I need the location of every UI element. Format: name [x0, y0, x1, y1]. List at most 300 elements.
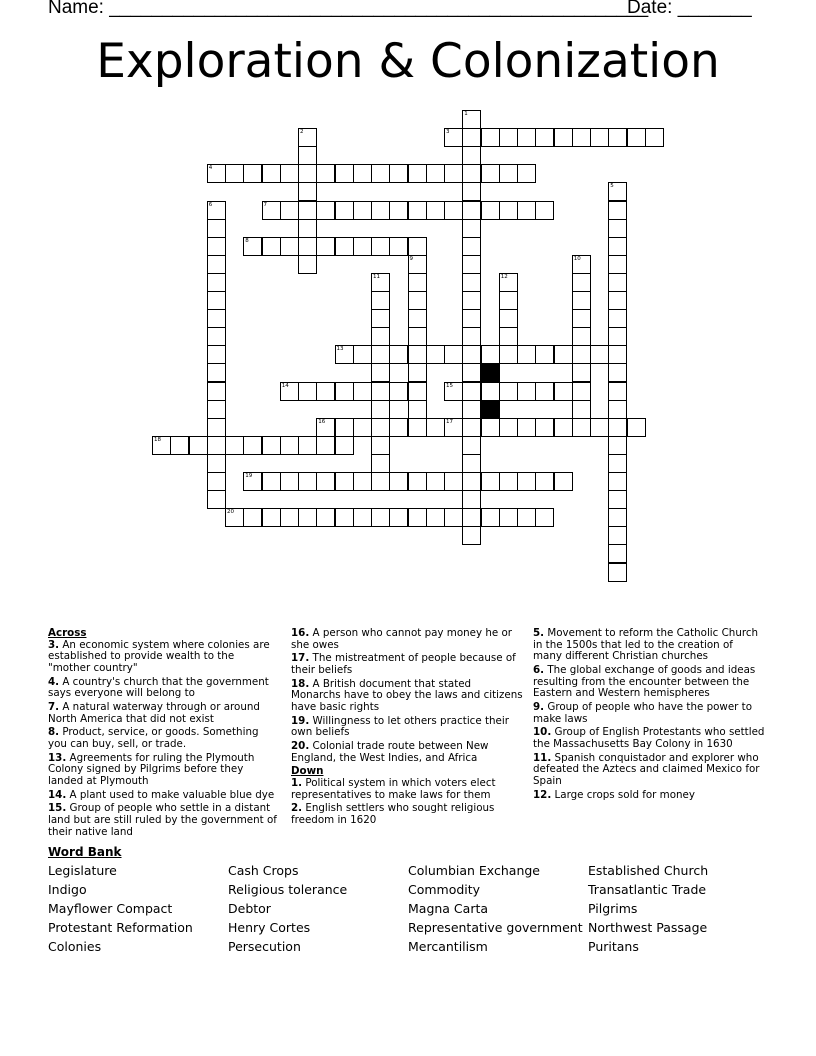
crossword-cell[interactable] — [408, 382, 427, 401]
clue-text: An economic system where colonies are established to provide wealth to the "mother country" — [48, 638, 270, 674]
crossword-cell[interactable] — [535, 508, 554, 527]
crossword-cell[interactable] — [499, 508, 518, 527]
crossword-cell[interactable] — [481, 128, 500, 147]
crossword-cell[interactable] — [462, 273, 481, 292]
crossword-cell[interactable] — [353, 164, 372, 183]
crossword-cell[interactable] — [280, 436, 299, 455]
crossword-cell[interactable] — [444, 128, 463, 147]
crossword-cell[interactable] — [608, 454, 627, 473]
crossword-cell[interactable] — [444, 201, 463, 220]
crossword-cell[interactable] — [608, 237, 627, 256]
crossword-cell[interactable] — [207, 327, 226, 346]
crossword-cell[interactable] — [389, 472, 408, 491]
crossword-cell[interactable] — [535, 418, 554, 437]
crossword-cell[interactable] — [371, 363, 390, 382]
crossword-cell[interactable] — [316, 436, 335, 455]
crossword-cell[interactable] — [608, 400, 627, 419]
crossword-cell[interactable] — [298, 182, 317, 201]
crossword-cell[interactable] — [554, 128, 573, 147]
crossword-cell[interactable] — [481, 201, 500, 220]
crossword-cell[interactable] — [371, 201, 390, 220]
crossword-cell[interactable] — [627, 128, 646, 147]
crossword-cell[interactable] — [298, 128, 317, 147]
crossword-cell[interactable] — [335, 237, 354, 256]
crossword-cell[interactable] — [207, 345, 226, 364]
crossword-cell[interactable] — [335, 418, 354, 437]
crossword-cell[interactable] — [298, 508, 317, 527]
clue-num: 14. — [48, 788, 67, 801]
crossword-cell[interactable] — [444, 418, 463, 437]
clue-text: Agreements for ruling the Plymouth Colony signed by Pilgrims before they landed at Plymouth — [48, 751, 255, 787]
crossword-cell[interactable] — [608, 345, 627, 364]
crossword-cell[interactable] — [353, 345, 372, 364]
crossword-cell[interactable] — [371, 164, 390, 183]
crossword-cell[interactable] — [462, 164, 481, 183]
crossword-cell[interactable] — [462, 454, 481, 473]
clue-num: 3. — [48, 638, 60, 651]
crossword-cell[interactable] — [572, 418, 591, 437]
crossword-cell[interactable] — [462, 182, 481, 201]
clue-item — [48, 677, 278, 700]
crossword-cell[interactable] — [371, 454, 390, 473]
word-bank-item: Magna Carta — [408, 901, 489, 916]
crossword-cell[interactable] — [572, 273, 591, 292]
crossword-cell[interactable] — [207, 400, 226, 419]
crossword-cell[interactable] — [207, 454, 226, 473]
crossword-cell[interactable] — [371, 327, 390, 346]
crossword-cell[interactable] — [408, 273, 427, 292]
crossword-cell[interactable] — [371, 237, 390, 256]
clue-text: Spanish conquistador and explorer who defeated the Aztecs and claimed Mexico for Spain — [533, 751, 760, 787]
clue-number: 4 — [208, 165, 213, 172]
crossword-cell[interactable] — [481, 418, 500, 437]
crossword-cell[interactable] — [444, 472, 463, 491]
crossword-cell[interactable] — [408, 201, 427, 220]
crossword-cell[interactable] — [462, 400, 481, 419]
clue-number: 8 — [245, 237, 249, 244]
clues-column-2 — [291, 628, 523, 829]
crossword-cell[interactable] — [462, 345, 481, 364]
crossword-cell[interactable] — [408, 291, 427, 310]
clue-item — [48, 702, 278, 725]
clue-item — [533, 790, 765, 802]
crossword-cell[interactable] — [243, 164, 262, 183]
word-bank-item: Mayflower Compact — [48, 901, 173, 916]
clue-item — [291, 803, 523, 826]
crossword-cell[interactable] — [590, 128, 609, 147]
crossword-cell[interactable] — [262, 472, 281, 491]
crossword-cell[interactable] — [243, 436, 262, 455]
crossword-cell[interactable] — [316, 508, 335, 527]
crossword-cell[interactable] — [499, 273, 518, 292]
crossword-cell[interactable] — [353, 472, 372, 491]
crossword-cell[interactable] — [608, 201, 627, 220]
crossword-cell[interactable] — [462, 418, 481, 437]
clue-num: 11. — [533, 751, 552, 764]
crossword-cell[interactable] — [572, 128, 591, 147]
clue-text: A person who cannot pay money he or she owes — [291, 627, 513, 651]
crossword-cell[interactable] — [499, 345, 518, 364]
clue-num: 16. — [291, 627, 310, 639]
crossword-cell[interactable] — [207, 418, 226, 437]
crossword-cell[interactable] — [207, 237, 226, 256]
crossword-cell[interactable] — [207, 490, 226, 509]
clue-item — [291, 679, 523, 714]
crossword-cell[interactable] — [572, 400, 591, 419]
crossword-cell[interactable] — [298, 436, 317, 455]
crossword-cell[interactable] — [535, 201, 554, 220]
crossword-cell[interactable] — [207, 309, 226, 328]
crossword-cell[interactable] — [554, 345, 573, 364]
crossword-cell[interactable] — [517, 382, 536, 401]
crossword-cell[interactable] — [408, 472, 427, 491]
down-heading: Down — [291, 765, 324, 778]
crossword-cell[interactable] — [225, 508, 244, 527]
word-bank-item: Pilgrims — [588, 901, 638, 916]
clue-item — [48, 790, 278, 802]
clue-item — [48, 803, 278, 838]
clue-number: 7 — [263, 201, 267, 208]
crossword-cell[interactable] — [462, 526, 481, 545]
crossword-cell[interactable] — [298, 219, 317, 238]
crossword-cell[interactable] — [608, 219, 627, 238]
crossword-cell[interactable] — [462, 508, 481, 527]
crossword-cell[interactable] — [335, 201, 354, 220]
clue-num: 9. — [533, 700, 545, 713]
crossword-cell[interactable] — [371, 382, 390, 401]
crossword-cell[interactable] — [408, 255, 427, 274]
crossword-cell[interactable] — [243, 237, 262, 256]
crossword-cell[interactable] — [408, 309, 427, 328]
crossword-cell[interactable] — [499, 382, 518, 401]
crossword-cell[interactable] — [389, 508, 408, 527]
clue-item — [533, 628, 765, 663]
crossword-cell[interactable] — [608, 436, 627, 455]
crossword-cell[interactable] — [572, 345, 591, 364]
crossword-cell[interactable] — [608, 128, 627, 147]
crossword-cell[interactable] — [408, 327, 427, 346]
crossword-cell[interactable] — [316, 201, 335, 220]
crossword-cell[interactable] — [517, 508, 536, 527]
crossword-cell[interactable] — [262, 237, 281, 256]
crossword-cell[interactable] — [590, 345, 609, 364]
crossword-cell[interactable] — [389, 418, 408, 437]
crossword-cell[interactable] — [298, 472, 317, 491]
crossword-cell[interactable] — [316, 472, 335, 491]
crossword-cell[interactable] — [426, 345, 445, 364]
crossword-cell[interactable] — [371, 418, 390, 437]
crossword-cell[interactable] — [572, 327, 591, 346]
crossword-cell[interactable] — [462, 237, 481, 256]
date-line[interactable]: Date: _______ — [627, 0, 752, 18]
crossword-cell[interactable] — [572, 291, 591, 310]
clue-text: A British document that stated Monarchs have to obey the laws and citizens have basic rights — [291, 677, 523, 713]
crossword-cell[interactable] — [280, 164, 299, 183]
crossword-cell[interactable] — [499, 418, 518, 437]
crossword-cell[interactable] — [481, 382, 500, 401]
crossword-cell[interactable] — [462, 128, 481, 147]
clue-item — [533, 665, 765, 700]
crossword-cell[interactable] — [462, 382, 481, 401]
crossword-cell[interactable] — [298, 164, 317, 183]
crossword-cell[interactable] — [462, 291, 481, 310]
crossword-cell[interactable] — [243, 508, 262, 527]
crossword-cell[interactable] — [371, 400, 390, 419]
crossword-cell[interactable] — [207, 273, 226, 292]
clue-number: 18 — [154, 436, 161, 443]
crossword-cell[interactable] — [499, 128, 518, 147]
crossword-cell[interactable] — [207, 201, 226, 220]
crossword-cell[interactable] — [444, 508, 463, 527]
crossword-cell[interactable] — [462, 201, 481, 220]
crossword-cell[interactable] — [408, 345, 427, 364]
crossword-cell[interactable] — [280, 382, 299, 401]
crossword-cell[interactable] — [590, 418, 609, 437]
crossword-cell[interactable] — [499, 201, 518, 220]
clue-text: Group of people who have the power to make laws — [533, 700, 753, 725]
clue-num: 13. — [48, 751, 67, 764]
crossword-cell[interactable] — [298, 201, 317, 220]
crossword-cell[interactable] — [608, 544, 627, 563]
crossword-cell[interactable] — [608, 291, 627, 310]
clue-number: 14 — [281, 382, 289, 389]
crossword-cell[interactable] — [207, 436, 226, 455]
clue-number: 1 — [464, 111, 468, 117]
crossword-cell[interactable] — [408, 418, 427, 437]
crossword-cell[interactable] — [608, 382, 627, 401]
crossword-cell[interactable] — [608, 472, 627, 491]
clue-num: 2. — [291, 802, 303, 815]
word-bank-item: Commodity — [408, 882, 481, 897]
crossword-cell[interactable] — [608, 490, 627, 509]
crossword-cell[interactable] — [408, 508, 427, 527]
clue-item — [291, 778, 523, 801]
crossword-cell[interactable] — [481, 472, 500, 491]
crossword-cell[interactable] — [243, 472, 262, 491]
crossword-cell[interactable] — [554, 418, 573, 437]
word-bank-item: Established Church — [588, 863, 709, 878]
crossword-cell[interactable] — [280, 201, 299, 220]
crossword-cell[interactable] — [389, 201, 408, 220]
crossword-cell[interactable] — [608, 309, 627, 328]
crossword-cell[interactable] — [335, 345, 354, 364]
crossword-cell[interactable] — [535, 128, 554, 147]
crossword-cell[interactable] — [535, 345, 554, 364]
clue-item — [533, 702, 765, 725]
crossword-cell[interactable] — [499, 291, 518, 310]
crossword-cell[interactable] — [335, 382, 354, 401]
crossword-cell[interactable] — [371, 436, 390, 455]
clue-number: 17 — [446, 418, 453, 425]
crossword-cell[interactable] — [298, 237, 317, 256]
crossword-cell[interactable] — [608, 327, 627, 346]
name-line[interactable]: Name: ___________________________________________________ — [48, 0, 649, 18]
crossword-cell[interactable] — [353, 382, 372, 401]
crossword-cell[interactable] — [371, 472, 390, 491]
crossword-cell[interactable] — [535, 382, 554, 401]
crossword-cell[interactable] — [262, 508, 281, 527]
crossword-cell[interactable] — [207, 382, 226, 401]
crossword-cell[interactable] — [371, 273, 390, 292]
across-heading: Across — [48, 627, 87, 639]
clue-text: The global exchange of goods and ideas resulting from the encounter between the Eastern and Western hemispheres — [533, 663, 756, 700]
crossword-cell[interactable] — [608, 563, 627, 582]
crossword-cell[interactable] — [408, 363, 427, 382]
crossword-cell[interactable] — [462, 146, 481, 165]
crossword-cell[interactable] — [499, 472, 518, 491]
crossword-cell[interactable] — [481, 345, 500, 364]
crossword-cell[interactable] — [353, 201, 372, 220]
crossword-cell[interactable] — [608, 182, 627, 201]
crossword-cell[interactable] — [572, 363, 591, 382]
crossword-cell[interactable] — [444, 382, 463, 401]
word-bank-item: Colonies — [48, 939, 102, 954]
crossword-cell[interactable] — [262, 164, 281, 183]
clue-item — [48, 753, 278, 788]
crossword-cell[interactable] — [316, 237, 335, 256]
crossword-cell[interactable] — [189, 436, 208, 455]
crossword-cell[interactable] — [627, 418, 646, 437]
crossword-cell[interactable] — [572, 255, 591, 274]
crossword-cell[interactable] — [462, 490, 481, 509]
crossword-cell[interactable] — [608, 273, 627, 292]
crossword-cell[interactable] — [389, 164, 408, 183]
crossword-cell[interactable] — [608, 363, 627, 382]
crossword-cell[interactable] — [335, 436, 354, 455]
crossword-cell[interactable] — [298, 382, 317, 401]
crossword-cell[interactable] — [371, 291, 390, 310]
crossword-cell[interactable] — [408, 237, 427, 256]
crossword-cell[interactable] — [207, 363, 226, 382]
crossword-cell[interactable] — [481, 164, 500, 183]
crossword-cell[interactable] — [517, 164, 536, 183]
crossword-cell[interactable] — [371, 345, 390, 364]
crossword-cell[interactable] — [554, 382, 573, 401]
clue-text: Large crops sold for money — [554, 788, 695, 801]
crossword-cell[interactable] — [207, 291, 226, 310]
crossword-cell[interactable] — [225, 164, 244, 183]
crossword-cell[interactable] — [462, 472, 481, 491]
word-bank-item: Columbian Exchange — [408, 863, 540, 878]
crossword-cell[interactable] — [426, 418, 445, 437]
crossword-cell[interactable] — [462, 363, 481, 382]
word-bank-item: Indigo — [48, 882, 87, 897]
crossword-cell[interactable] — [426, 201, 445, 220]
crossword-cell[interactable] — [517, 345, 536, 364]
crossword-cell[interactable] — [225, 436, 244, 455]
crossword-cell[interactable] — [426, 164, 445, 183]
clue-text: Willingness to let others practice their own beliefs — [291, 714, 509, 739]
crossword-cell[interactable] — [389, 237, 408, 256]
clue-num: 20. — [291, 740, 310, 753]
crossword-cell[interactable] — [262, 201, 281, 220]
crossword-cell[interactable] — [444, 345, 463, 364]
crossword-cell[interactable] — [389, 345, 408, 364]
clue-text: English settlers who sought religious freedom in 1620 — [291, 802, 495, 827]
crossword-block — [481, 400, 500, 419]
clue-number: 19 — [245, 473, 253, 479]
crossword-cell[interactable] — [371, 508, 390, 527]
crossword-cell[interactable] — [316, 164, 335, 183]
crossword-cell[interactable] — [371, 309, 390, 328]
crossword-cell[interactable] — [608, 418, 627, 437]
crossword-cell[interactable] — [207, 472, 226, 491]
word-bank-item: Protestant Reformation — [48, 920, 193, 935]
crossword-cell[interactable] — [262, 436, 281, 455]
crossword-cell[interactable] — [554, 472, 573, 491]
crossword-cell[interactable] — [608, 255, 627, 274]
crossword-cell[interactable] — [207, 255, 226, 274]
clue-item — [533, 727, 765, 750]
crossword-cell[interactable] — [462, 110, 481, 129]
crossword-cell[interactable] — [408, 400, 427, 419]
clue-number: 10 — [573, 255, 581, 262]
clue-num: 19. — [291, 714, 310, 727]
crossword-cell[interactable] — [572, 382, 591, 401]
crossword-cell[interactable] — [353, 508, 372, 527]
crossword-cell[interactable] — [298, 255, 317, 274]
crossword-cell[interactable] — [280, 472, 299, 491]
crossword-cell[interactable] — [353, 418, 372, 437]
crossword-cell[interactable] — [444, 164, 463, 183]
crossword-cell[interactable] — [499, 309, 518, 328]
crossword-cell[interactable] — [170, 436, 189, 455]
word-bank-item: Cash Crops — [228, 863, 299, 878]
crossword-cell[interactable] — [353, 237, 372, 256]
crossword-cell[interactable] — [462, 255, 481, 274]
crossword-cell[interactable] — [426, 472, 445, 491]
clue-text: Political system in which voters elect representatives to make laws for them — [291, 777, 496, 801]
crossword-cell[interactable] — [481, 508, 500, 527]
crossword-cell[interactable] — [517, 418, 536, 437]
crossword-cell[interactable] — [517, 472, 536, 491]
crossword-cell[interactable] — [207, 219, 226, 238]
crossword-cell[interactable] — [335, 164, 354, 183]
word-bank-item: Representative government — [408, 920, 583, 935]
crossword-cell[interactable] — [462, 309, 481, 328]
crossword-cell[interactable] — [316, 382, 335, 401]
crossword-cell[interactable] — [462, 436, 481, 455]
crossword-cell[interactable] — [389, 382, 408, 401]
clue-num: 10. — [533, 726, 552, 739]
crossword-cell[interactable] — [335, 508, 354, 527]
crossword-cell[interactable] — [517, 128, 536, 147]
crossword-cell[interactable] — [207, 164, 226, 183]
crossword-cell[interactable] — [517, 201, 536, 220]
crossword-cell[interactable] — [535, 472, 554, 491]
crossword-cell[interactable] — [645, 128, 664, 147]
crossword-cell[interactable] — [316, 418, 335, 437]
crossword-cell[interactable] — [499, 327, 518, 346]
crossword-cell[interactable] — [408, 164, 427, 183]
crossword-cell[interactable] — [426, 508, 445, 527]
crossword-cell[interactable] — [298, 146, 317, 165]
crossword-cell[interactable] — [462, 219, 481, 238]
clue-text: A natural waterway through or around North America that did not exist — [48, 700, 260, 725]
crossword-cell[interactable] — [335, 472, 354, 491]
crossword-cell[interactable] — [152, 436, 171, 455]
crossword-cell[interactable] — [280, 508, 299, 527]
crossword-cell[interactable] — [572, 309, 591, 328]
crossword-cell[interactable] — [608, 526, 627, 545]
crossword-cell[interactable] — [280, 237, 299, 256]
crossword-cell[interactable] — [608, 508, 627, 527]
clue-item — [48, 727, 278, 750]
crossword-cell[interactable] — [499, 164, 518, 183]
clue-item — [291, 716, 523, 739]
clue-number: 2 — [300, 129, 304, 136]
crossword-cell[interactable] — [462, 327, 481, 346]
